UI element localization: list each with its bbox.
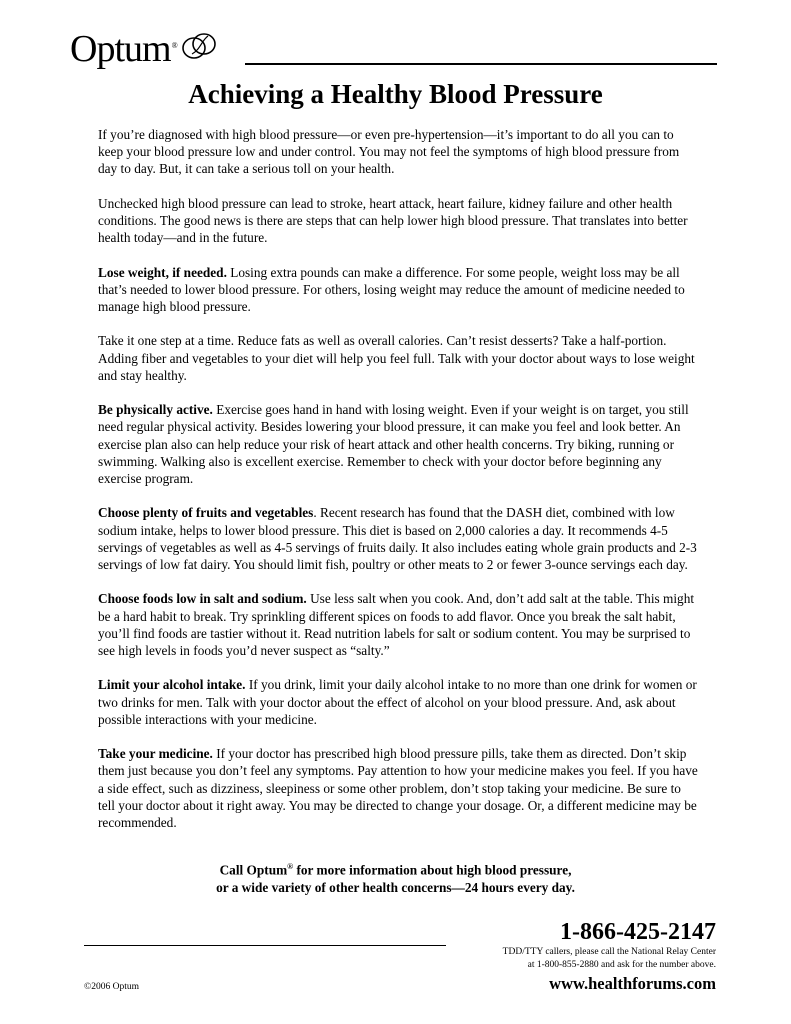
weight-paragraph <box>98 264 698 316</box>
optum-swirl-icon <box>180 28 220 64</box>
logo-registered-mark: ® <box>171 41 178 50</box>
weight-heading: Lose weight, if needed. <box>98 264 227 280</box>
active-text: Exercise goes hand in hand with losing weight. Even if your weight is on target, you still need regular physical activity. Besides lowering your blood pressure, it can make you feel and look better. An exercise plan also can help reduce your risk of heart attack and other health concerns. Try biking, running or swimming. Walking also is excellent exercise. Remember to check with your doctor before beginning any exercise program. <box>98 402 689 486</box>
salt-paragraph <box>98 590 698 659</box>
risks-paragraph: Unchecked high blood pressure can lead to stroke, heart attack, heart failure, kidney failure and other health conditions. The good news is there are steps that can help lower high blood pressure. That translates into better health today—and in the future. <box>98 195 688 246</box>
salt-heading: Choose foods low in salt and sodium. <box>98 591 307 607</box>
weight-text: Losing extra pounds can make a difference. For some people, weight loss may be all that’s needed to lower blood pressure. For others, losing weight may reduce the amount of medicine needed to manage high blood pressure. <box>98 264 685 314</box>
phone-number[interactable]: 1-866-425-2147 <box>560 919 716 945</box>
active-heading: Be physically active. <box>98 402 213 418</box>
callout-line-1-rest: for more information about high blood pressure, <box>293 862 572 878</box>
tty-line-1: TDD/TTY callers, please call the National Relay Center <box>502 947 716 957</box>
intro-paragraph: If you’re diagnosed with high blood pressure—or even pre-hypertension—it’s important to do all you can to keep your blood pressure low and under control. You may not feel the symptoms of high blood pressure from day to day. But, it can take a serious toll on your health. <box>98 127 680 177</box>
callout-line-2: or a wide variety of other health concerns—24 hours every day. <box>216 880 575 896</box>
callout-registered-mark: ® <box>287 862 294 871</box>
active-paragraph <box>98 401 698 487</box>
logo-text: Optum <box>70 28 171 70</box>
header-divider <box>245 63 717 65</box>
fruits-paragraph <box>98 504 698 573</box>
alcohol-paragraph <box>98 676 698 728</box>
optum-logo <box>70 24 220 68</box>
callout-call-optum: Call Optum <box>219 862 288 878</box>
article-body <box>98 126 698 848</box>
alcohol-text: If you drink, limit your daily alcohol intake to no more than one drink for women or two drinks for men. Talk with your doctor about the effect of alcohol on your blood pressure. And, ask about possible interactions with your medicine. <box>98 677 697 727</box>
medicine-heading: Take your medicine. <box>98 746 213 762</box>
fruits-heading: Choose plenty of fruits and vegetables <box>98 505 314 521</box>
step-paragraph: Take it one step at a time. Reduce fats as well as overall calories. Can’t resist desserts? Take a half-portion. Adding fiber and vegetables to your diet will help you feel full. Talk with your doctor about ways to lose weight and stay healthy. <box>98 333 695 383</box>
fruits-text: . Recent research has found that the DASH diet, combined with low sodium intake, helps to lower blood pressure. This diet is based on 2,000 calories a day. It recommends 4-5 servings of vegetables as well as 4-5 servings of fruits daily. It also includes eating whole grain products and 2-3 servings of low fat dairy. You should limit fish, poultry or other meats to 2 or fewer 3-ounce servings each day. <box>98 505 697 572</box>
tty-notice <box>416 946 716 972</box>
page-title: Achieving a Healthy Blood Pressure <box>188 79 603 109</box>
callout-line-1 <box>0 858 791 879</box>
copyright: ©2006 Optum <box>84 982 139 992</box>
medicine-paragraph <box>98 745 698 831</box>
alcohol-heading: Limit your alcohol intake. <box>98 677 246 693</box>
website-link[interactable]: www.healthforums.com <box>549 974 716 993</box>
salt-text: Use less salt when you cook. And, don’t add salt at the table. This might be a hard habit to break. Try sprinkling different spices on foods to add flavor. Once you break the salt habit, you’ll find foods are tastier without it. Read nutrition labels for salt or sodium content. You may be surprised to see high levels in foods you’d never suspect as “salty.” <box>98 591 695 658</box>
footer-divider <box>84 945 446 946</box>
call-to-action <box>0 858 791 897</box>
tty-line-2: at 1-800-855-2880 and ask for the number above. <box>527 960 716 970</box>
medicine-text: If your doctor has prescribed high blood pressure pills, take them as directed. Don’t skip them just because you don’t feel any symptoms. Pay attention to how your medicine makes you feel. If you have a side effect, such as dizziness, sleepiness or some other problem, don’t stop taking your medicine. Be sure to tell your doctor about it right away. You may be directed to change your dosage. Or, a different medicine may be recommended. <box>98 746 698 830</box>
